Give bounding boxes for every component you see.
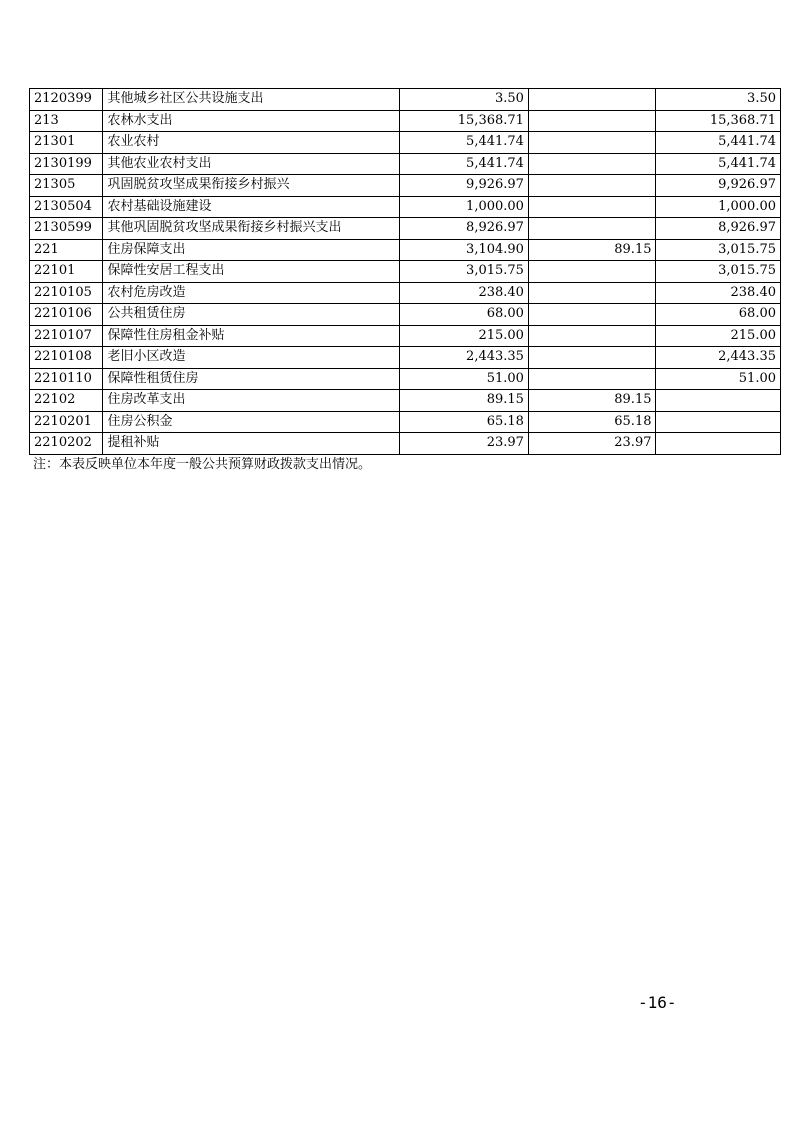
table-note: 注：本表反映单位本年度一般公共预算财政拨款支出情况。 — [33, 457, 372, 472]
table-row — [30, 325, 781, 347]
table-row — [30, 304, 781, 326]
expenditure-table — [29, 88, 781, 455]
total-cell: 3,015.75 — [400, 261, 529, 283]
table-row — [30, 390, 781, 412]
code-cell: 22101 — [30, 261, 103, 283]
basic-cell — [528, 347, 656, 369]
name-cell: 公共租赁住房 — [103, 304, 400, 326]
table-row — [30, 368, 781, 390]
name-cell: 住房公积金 — [103, 411, 400, 433]
total-cell: 65.18 — [400, 411, 529, 433]
project-cell — [656, 411, 781, 433]
code-cell: 2130199 — [30, 153, 103, 175]
name-cell: 老旧小区改造 — [103, 347, 400, 369]
total-cell: 8,926.97 — [400, 218, 529, 240]
project-cell: 2,443.35 — [656, 347, 781, 369]
table-row — [30, 196, 781, 218]
table-row — [30, 411, 781, 433]
project-cell: 15,368.71 — [656, 110, 781, 132]
name-cell: 其他农业农村支出 — [103, 153, 400, 175]
table-row — [30, 347, 781, 369]
name-cell: 其他城乡社区公共设施支出 — [103, 89, 400, 111]
table-row — [30, 218, 781, 240]
basic-cell — [528, 196, 656, 218]
table-row — [30, 239, 781, 261]
code-cell: 2210110 — [30, 368, 103, 390]
code-cell: 2210105 — [30, 282, 103, 304]
code-cell: 2210201 — [30, 411, 103, 433]
basic-cell — [528, 261, 656, 283]
basic-cell: 89.15 — [528, 390, 656, 412]
project-cell: 238.40 — [656, 282, 781, 304]
name-cell: 巩固脱贫攻坚成果衔接乡村振兴 — [103, 175, 400, 197]
name-cell: 农林水支出 — [103, 110, 400, 132]
name-cell: 农业农村 — [103, 132, 400, 154]
project-cell: 3.50 — [656, 89, 781, 111]
total-cell: 23.97 — [400, 433, 529, 455]
total-cell: 51.00 — [400, 368, 529, 390]
basic-cell — [528, 282, 656, 304]
project-cell: 5,441.74 — [656, 132, 781, 154]
table-row — [30, 89, 781, 111]
project-cell: 1,000.00 — [656, 196, 781, 218]
name-cell: 保障性住房租金补贴 — [103, 325, 400, 347]
basic-cell — [528, 175, 656, 197]
project-cell: 215.00 — [656, 325, 781, 347]
code-cell: 21301 — [30, 132, 103, 154]
project-cell: 51.00 — [656, 368, 781, 390]
total-cell: 215.00 — [400, 325, 529, 347]
project-cell: 8,926.97 — [656, 218, 781, 240]
code-cell: 2120399 — [30, 89, 103, 111]
basic-cell — [528, 218, 656, 240]
name-cell: 提租补贴 — [103, 433, 400, 455]
code-cell: 2210202 — [30, 433, 103, 455]
project-cell: 68.00 — [656, 304, 781, 326]
name-cell: 农村基础设施建设 — [103, 196, 400, 218]
basic-cell — [528, 110, 656, 132]
basic-cell — [528, 132, 656, 154]
code-cell: 2210108 — [30, 347, 103, 369]
table-row — [30, 110, 781, 132]
total-cell: 3,104.90 — [400, 239, 529, 261]
total-cell: 3.50 — [400, 89, 529, 111]
name-cell: 保障性租赁住房 — [103, 368, 400, 390]
code-cell: 2130599 — [30, 218, 103, 240]
code-cell: 2210106 — [30, 304, 103, 326]
basic-cell: 65.18 — [528, 411, 656, 433]
total-cell: 9,926.97 — [400, 175, 529, 197]
name-cell: 其他巩固脱贫攻坚成果衔接乡村振兴支出 — [103, 218, 400, 240]
total-cell: 89.15 — [400, 390, 529, 412]
basic-cell: 89.15 — [528, 239, 656, 261]
name-cell: 住房保障支出 — [103, 239, 400, 261]
table-row — [30, 132, 781, 154]
total-cell: 5,441.74 — [400, 153, 529, 175]
code-cell: 221 — [30, 239, 103, 261]
table-body — [30, 89, 781, 455]
basic-cell — [528, 368, 656, 390]
project-cell: 5,441.74 — [656, 153, 781, 175]
code-cell: 213 — [30, 110, 103, 132]
total-cell: 1,000.00 — [400, 196, 529, 218]
basic-cell — [528, 325, 656, 347]
basic-cell — [528, 304, 656, 326]
table-row — [30, 175, 781, 197]
basic-cell: 23.97 — [528, 433, 656, 455]
total-cell: 15,368.71 — [400, 110, 529, 132]
total-cell: 68.00 — [400, 304, 529, 326]
code-cell: 2210107 — [30, 325, 103, 347]
total-cell: 238.40 — [400, 282, 529, 304]
name-cell: 农村危房改造 — [103, 282, 400, 304]
name-cell: 住房改革支出 — [103, 390, 400, 412]
table-row — [30, 282, 781, 304]
basic-cell — [528, 153, 656, 175]
project-cell — [656, 433, 781, 455]
project-cell: 3,015.75 — [656, 261, 781, 283]
basic-cell — [528, 89, 656, 111]
project-cell — [656, 390, 781, 412]
code-cell: 2130504 — [30, 196, 103, 218]
table-row — [30, 433, 781, 455]
code-cell: 21305 — [30, 175, 103, 197]
total-cell: 2,443.35 — [400, 347, 529, 369]
project-cell: 9,926.97 — [656, 175, 781, 197]
total-cell: 5,441.74 — [400, 132, 529, 154]
code-cell: 22102 — [30, 390, 103, 412]
table-row — [30, 153, 781, 175]
page-number: -16- — [638, 993, 677, 1012]
name-cell: 保障性安居工程支出 — [103, 261, 400, 283]
table-row — [30, 261, 781, 283]
project-cell: 3,015.75 — [656, 239, 781, 261]
